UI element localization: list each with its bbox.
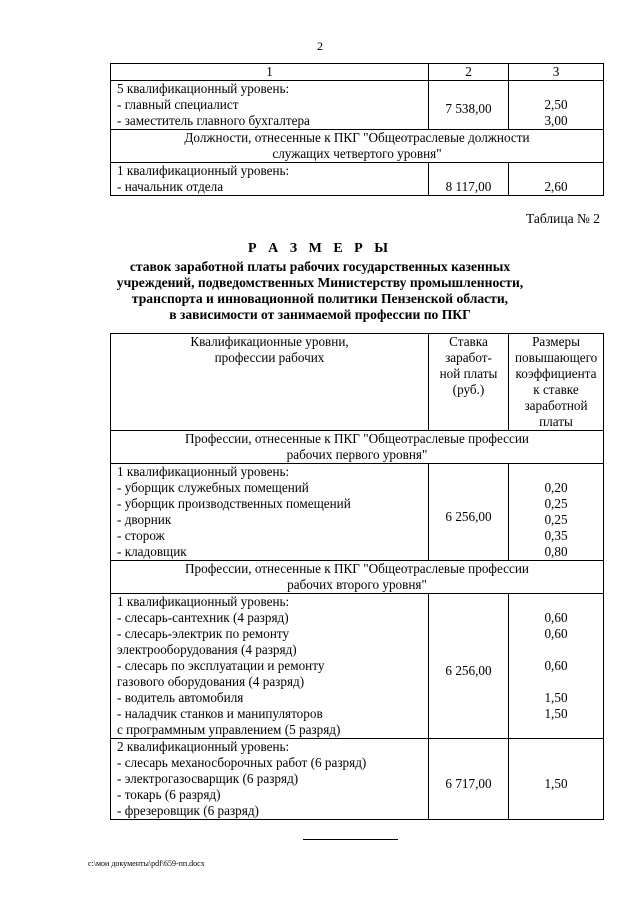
column-number-2: 2 [429,64,509,81]
rate-cell: 7 538,00 [429,81,509,130]
coefficient-cell: 1,50 [509,739,604,820]
rate-cell: 6 256,00 [429,594,509,739]
profession-item: - кладовщик [117,544,187,559]
column-header-qualification [111,334,429,431]
group-header-row [111,431,604,464]
group-header-cell [111,130,604,163]
header-line: к ставке [533,382,579,397]
coefficient-cell [509,594,604,739]
rate-cell [429,163,509,196]
table-row [111,464,604,561]
header-line: профессии рабочих [214,350,325,365]
profession-item: - электрогазосварщик (6 разряд) [117,771,299,786]
header-line: Размеры [532,334,580,349]
group-header-row [111,561,604,594]
table-row [111,81,604,130]
table-header-row [111,334,604,431]
coefficient-value: 0,80 [544,544,568,559]
coefficient-value: 0,20 [544,480,568,495]
qualification-level-cell [111,739,429,820]
coefficient-cell [509,163,604,196]
coefficient-value: 0,60 [544,626,568,641]
rate-cell: 6 717,00 [429,739,509,820]
group-header-line: рабочих второго уровня" [287,577,427,592]
coefficient-value: 0,60 [544,610,568,625]
qualification-level-title: 1 квалификационный уровень: [117,594,290,609]
group-header-cell [111,561,604,594]
qualification-level-title: 5 квалификационный уровень: [117,81,290,96]
header-line: ной платы [439,366,498,381]
qualification-level-title: 1 квалификационный уровень: [117,464,290,479]
subtitle-line: в зависимости от занимаемой профессии по ПКГ [169,307,471,322]
salary-table-continuation [110,63,604,196]
profession-item: - дворник [117,512,172,527]
position-item: - главный специалист [117,97,239,112]
profession-item: электрооборудования (4 разряд) [117,642,297,657]
table-row [111,594,604,739]
header-line: Ставка [449,334,488,349]
qualification-level-cell [111,464,429,561]
coefficient-value: 0,25 [544,512,568,527]
header-line: заработной [524,398,588,413]
profession-item: - слесарь по эксплуатации и ремонту [117,658,325,673]
qualification-level-title: 2 квалификационный уровень: [117,739,290,754]
header-line: платы [539,414,573,429]
workers-rates-table [110,333,604,820]
rate-cell: 6 256,00 [429,464,509,561]
group-header-line: Профессии, отнесенные к ПКГ "Общеотраслевые профессии [185,431,529,446]
table-row [111,739,604,820]
rate-value: 8 117,00 [445,179,492,194]
coefficient-value: 0,60 [544,658,568,673]
group-header-line: Должности, отнесенные к ПКГ "Общеотраслевые должности [184,130,530,145]
coefficient-value: 2,50 [544,97,568,112]
coefficient-value: 0,35 [544,528,568,543]
position-item: - заместитель главного бухгалтера [117,113,310,128]
header-line: заработ- [445,350,492,365]
profession-item: - фрезеровщик (6 разряд) [117,803,259,818]
column-number-3: 3 [509,64,604,81]
header-line: коэффициента [515,366,597,381]
coefficient-value: 1,50 [544,690,568,705]
group-header-line: рабочих первого уровня" [286,447,428,462]
profession-item: с программным управлением (5 разряд) [117,722,341,737]
qualification-level-cell [111,594,429,739]
profession-item: - наладчик станков и манипуляторов [117,706,323,721]
coefficient-cell [509,464,604,561]
column-number-1: 1 [111,64,429,81]
qualification-level-cell [111,81,429,130]
group-header-row [111,130,604,163]
profession-item: - токарь (6 разряд) [117,787,221,802]
profession-item: - слесарь механосборочных работ (6 разряд) [117,755,367,770]
page-number: 2 [317,39,323,53]
coefficient-cell [509,81,604,130]
group-header-line: служащих четвертого уровня" [272,146,442,161]
profession-item: - уборщик служебных помещений [117,480,309,495]
subtitle-line: ставок заработной платы рабочих государственных казенных [129,259,511,274]
header-line: Квалификационные уровни, [190,334,349,349]
footer-file-path: c:\мои документы\pdf\659-пп.docx [88,859,205,868]
qualification-level-cell [111,163,429,196]
coefficient-value: 1,50 [544,706,568,721]
group-header-line: Профессии, отнесенные к ПКГ "Общеотраслевые профессии [185,561,529,576]
group-header-cell [111,431,604,464]
footer-divider [303,839,398,840]
coefficient-value: 2,60 [544,179,568,194]
profession-item: - уборщик производственных помещений [117,496,351,511]
profession-item: - слесарь-сантехник (4 разряд) [117,610,289,625]
profession-item: - слесарь-электрик по ремонту [117,626,290,641]
subtitle-line: транспорта и инновационной политики Пензенской области, [131,291,509,306]
profession-item: - сторож [117,528,165,543]
document-title: Р А З М Е Р Ы [248,241,392,256]
position-item: - начальник отдела [117,179,224,194]
table-header-row [111,64,604,81]
table-row [111,163,604,196]
column-header-rate [429,334,509,431]
header-line: (руб.) [452,382,485,397]
header-line: повышающего [515,350,598,365]
coefficient-value: 3,00 [544,113,568,128]
qualification-level-title: 1 квалификационный уровень: [117,163,290,178]
profession-item: газового оборудования (4 разряд) [117,674,305,689]
coefficient-value: 0,25 [544,496,568,511]
table-caption: Таблица № 2 [526,211,600,226]
profession-item: - водитель автомобиля [117,690,244,705]
document-subtitle [0,259,640,323]
column-header-coefficient [509,334,604,431]
subtitle-line: учреждений, подведомственных Министерству промышленности, [116,275,524,290]
